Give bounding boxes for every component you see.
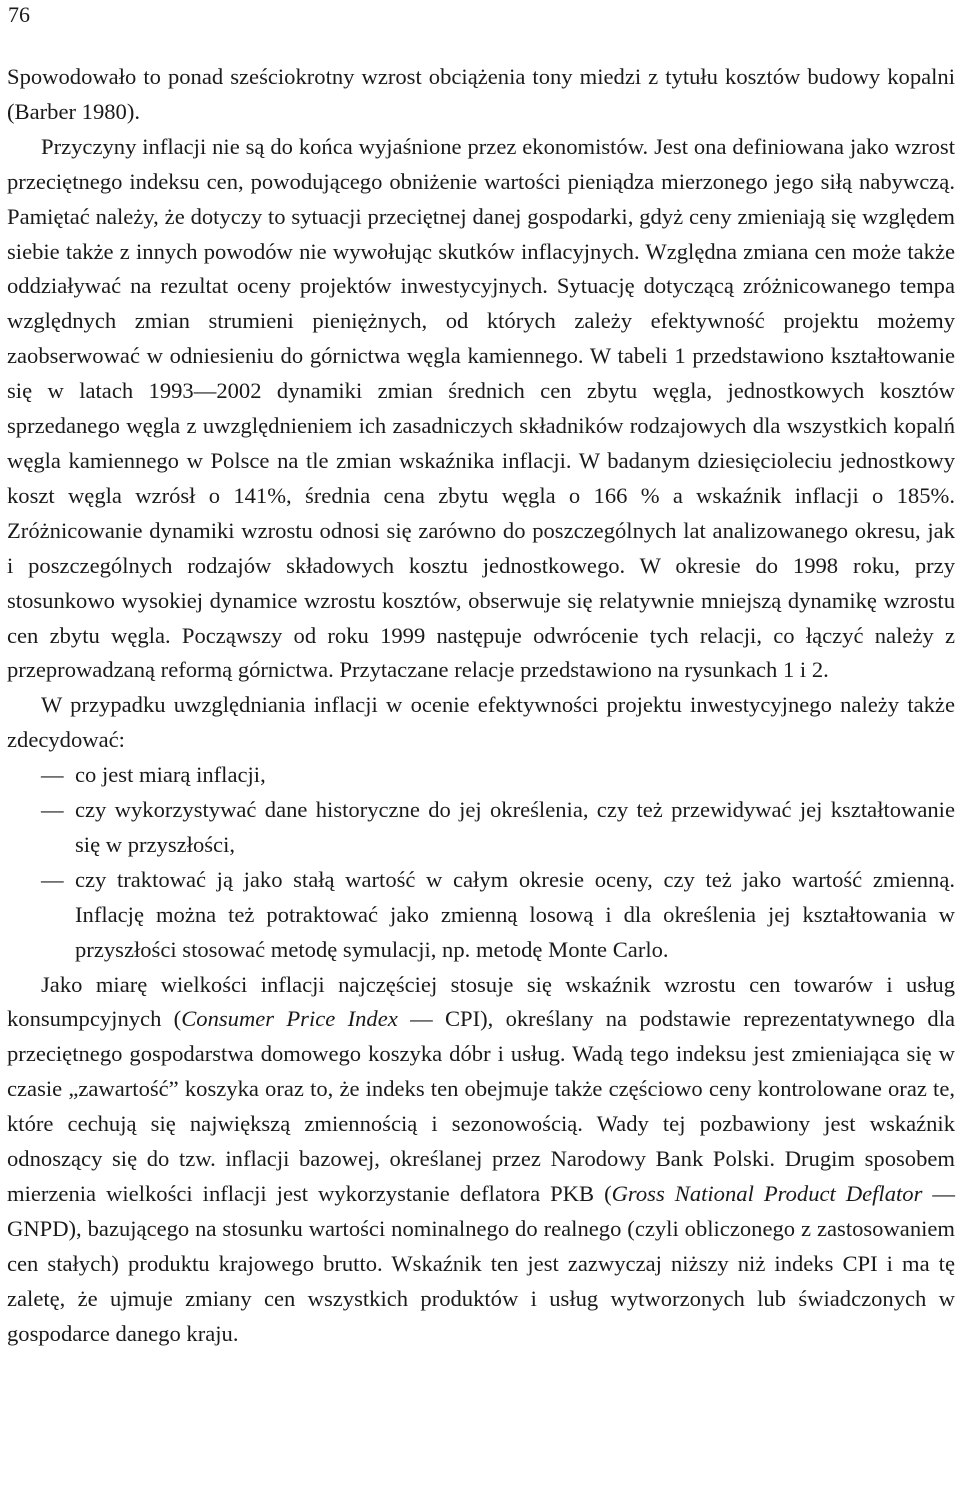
list-item: [7, 863, 955, 968]
list-item: [7, 793, 955, 863]
body-text: [7, 60, 955, 1352]
paragraph-inflation-measures: [7, 968, 955, 1352]
list-item-text: czy wykorzystywać dane historyczne do jej określenia, czy też przewidywać jej kształtowanie się w przyszłości,: [75, 797, 955, 857]
dash-bullet: —: [41, 762, 64, 788]
list-item-text: co jest miarą inflacji,: [75, 762, 266, 788]
text-run: Jako miarę wielkości inflacji najczęściej stosuje się wskaźnik wzrostu cen towarów i usług konsumpcyjnych (: [7, 971, 955, 1032]
dash-bullet: —: [41, 866, 64, 892]
gnpd-term: Gross National Product Deflator: [611, 1181, 923, 1206]
dash-bullet: —: [41, 797, 64, 823]
paragraph-inflation-causes: Przyczyny inflacji nie są do końca wyjaśnione przez ekonomistów. Jest ona definiowana jako wzrost przeciętnego indeksu cen, powodującego obniżenie wartości pieniądza mierzonego jego siłą nabywczą. Pamiętać należy, że dotyczy to sytuacji przeciętnej danej gospodarki, gdyż ceny zmieniają się względem siebie także z innych powodów nie wywołując skutków inflacyjnych. Względna zmiana cen może także oddziaływać na rezultat oceny projektów inwestycyjnych. Sytuację dotyczącą zróżnicowanego tempa względnych zmian strumieni pieniężnych, od których zależy efektywność projektu możemy zaobserwować w odniesieniu do górnictwa węgla kamiennego. W tabeli 1 przedstawiono kształtowanie się w latach 1993—2002 dynamiki zmian średnich cen zbytu węgla, jednostkowych kosztów sprzedanego węgla z uwzględnieniem ich zasadniczych składników rodzajowych dla wszystkich kopalń węgla kamiennego w Polsce na tle zmian wskaźnika inflacji. W badanym dziesięcioleciu jednostkowy koszt węgla wzrósł o 141%, średnia cena zbytu węgla o 166 % a wskaźnik inflacji o 185%. Zróżnicowanie dynamiki wzrostu odnosi się zarówno do poszczególnych lat analizowanego okresu, jak i poszczególnych rodzajów składowych kosztu jednostkowego. W okresie do 1998 roku, przy stosunkowo wysokiej dynamice wzrostu kosztów, obserwuje się relatywnie mniejszą dynamikę wzrostu cen zbytu węgla. Począwszy od roku 1999 następuje odwrócenie tych relacji, co łączyć należy z przeprowadzaną reformą górnictwa. Przytaczane relacje przedstawiono na rysunkach 1 i 2.: [7, 133, 955, 683]
paragraph-inflation-decisions: W przypadku uwzględniania inflacji w ocenie efektywności projektu inwestycyjnego należy także zdecydować:: [7, 692, 955, 753]
list-item-text: czy traktować ją jako stałą wartość w całym okresie oceny, czy też jako wartość zmienną. Inflację można też potraktować jako zmienną losową i dla określenia jej kształtowania w przyszłości stosować metodę symulacji, np. metodę Monte Carlo.: [75, 866, 955, 962]
text-run: — CPI), określany na podstawie reprezentatywnego dla przeciętnego gospodarstwa domowego koszyka dóbr i usług. Wadą tego indeksu jest zmieniająca się w czasie „zawartość” koszyka oraz to, że indeks ten obejmuje także częściowo ceny kontrolowane oraz te, które cechują się największą zmiennością i sezonowością. Wady tej pozbawiony jest wskaźnik odnoszący się do tzw. inflacji bazowej, określanej przez Narodowy Bank Polski. Drugim sposobem mierzenia wielkości inflacji jest wykorzystanie deflatora PKB (: [7, 1006, 955, 1206]
text-run: — GNPD), bazującego na stosunku wartości nominalnego do realnego (czyli obliczonego z zastosowaniem cen stałych) produktu krajowego brutto. Wskaźnik ten jest zazwyczaj niższy niż indeks CPI i ma tę zaletę, że ujmuje zmiany cen wszystkich produktów i usług wytworzonych lub świadczonych w gospodarce danego kraju.: [7, 1181, 955, 1346]
list-item: [7, 758, 955, 793]
paragraph-copper-cost: Spowodowało to ponad sześciokrotny wzrost obciążenia tony miedzi z tytułu kosztów budowy kopalni (Barber 1980).: [7, 64, 955, 124]
decision-list: [7, 758, 955, 967]
cpi-term: Consumer Price Index: [181, 1006, 398, 1032]
page-number: 76: [8, 2, 30, 27]
